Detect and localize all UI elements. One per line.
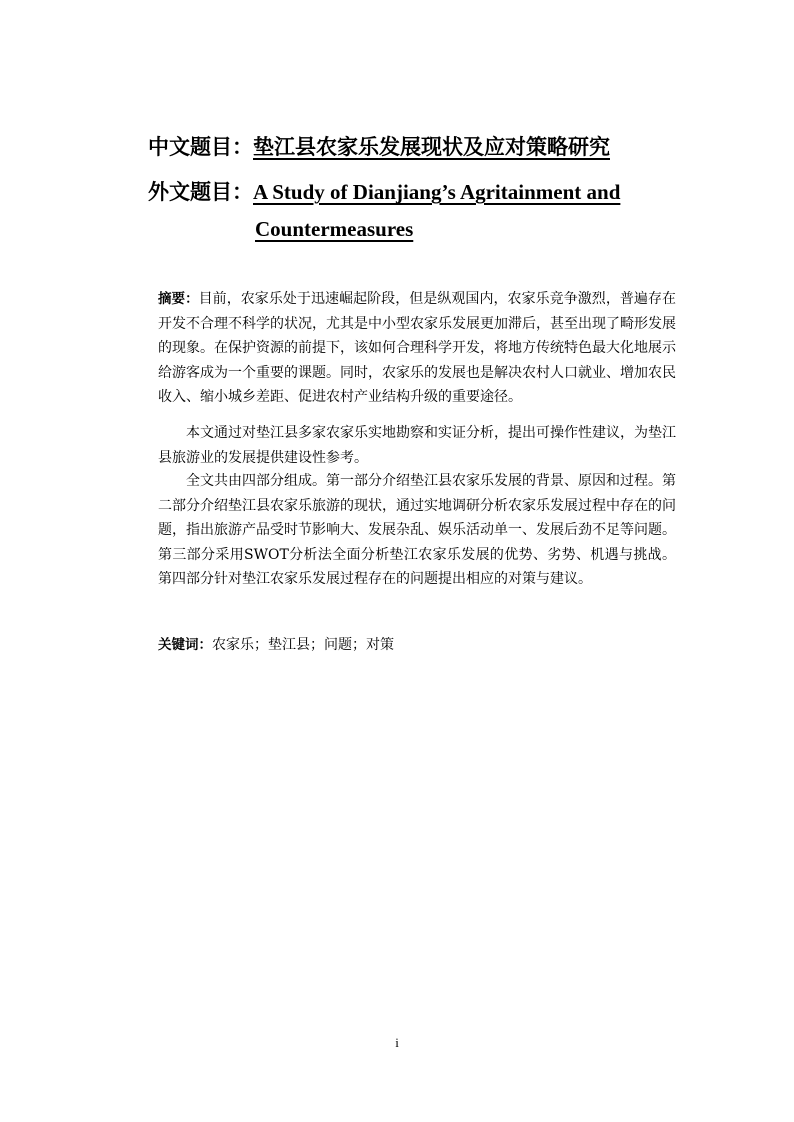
english-title-line1: A Study of Dianjiang’s Agritainment and [253, 180, 621, 204]
english-title-label: 外文题目： [148, 179, 253, 204]
english-title-line2: Countermeasures [255, 217, 414, 241]
abstract-text-1: 目前，农家乐处于迅速崛起阶段，但是纵观国内，农家乐竞争激烈，普遍存在开发不合理不科学的状况，尤其是中小型农家乐发展更加滞后，甚至出现了畸形发展的现象。在保护资源的前提下，该如何合理科学开发，将地方传统特色最大化地展示给游客成为一个重要的课题。同时，农家乐的发展也是解决农村人口就业、增加农民收入、缩小城乡差距、促进农村产业结构升级的重要途径。 [158, 291, 676, 405]
abstract-label: 摘要： [158, 291, 199, 307]
keywords-label: 关键词： [158, 637, 212, 653]
keywords-value: 农家乐；垫江县；问题；对策 [212, 637, 394, 653]
abstract-paragraph-3: 全文共由四部分组成。第一部分介绍垫江县农家乐发展的背景、原因和过程。第二部分介绍垫江县农家乐旅游的现状，通过实地调研分析农家乐发展过程中存在的问题，指出旅游产品受时节影响大、发展杂乱、娱乐活动单一、发展后劲不足等问题。第三部分采用SWOT分析法全面分析垫江农家乐发展的优势、劣势、机遇与挑战。第四部分针对垫江农家乐发展过程存在的问题提出相应的对策与建议。 [158, 473, 676, 587]
page-number: i [395, 1035, 399, 1050]
chinese-title-label: 中文题目： [148, 134, 253, 159]
chinese-title-row [148, 133, 610, 161]
keywords-line [158, 634, 394, 656]
abstract-paragraph-1 [158, 287, 676, 410]
chinese-title: 垫江县农家乐发展现状及应对策略研究 [253, 134, 610, 159]
english-title-row [148, 178, 620, 206]
abstract-paragraph-2: 本文通过对垫江县多家农家乐实地勘察和实证分析，提出可操作性建议，为垫江县旅游业的发展提供建设性参考。 [158, 425, 676, 466]
